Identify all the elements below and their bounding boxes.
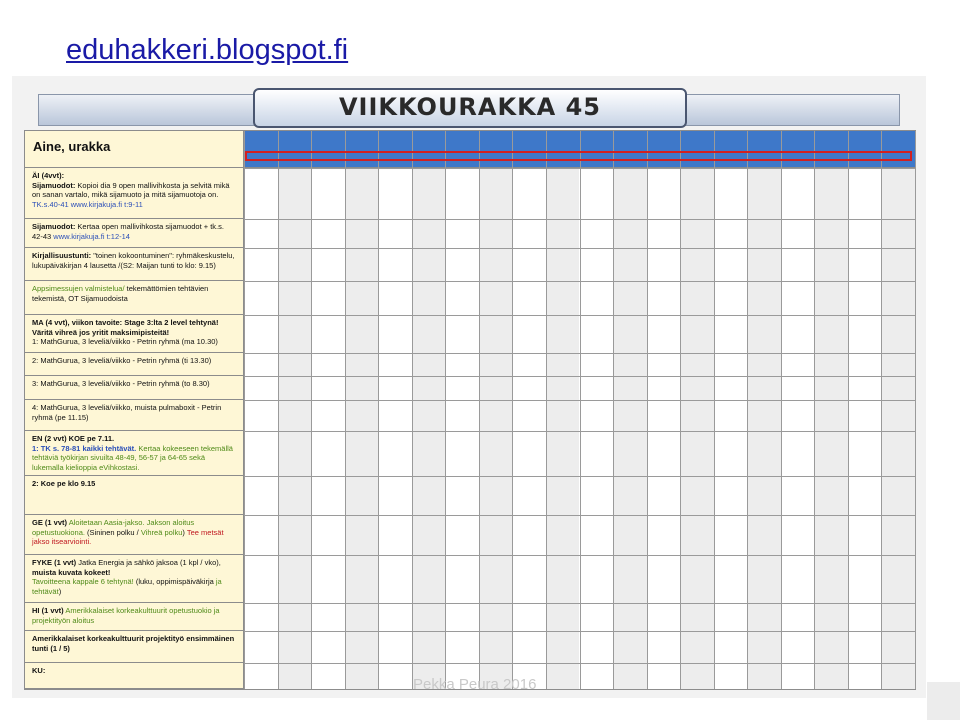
subject-task-row: FYKE (1 vvt) Jatka Energia ja sähkö jaksoa (1 kpl / vko), muista kuvata kokeet! Tavoitteena kappale 6 tehtynä! (luku, oppimispäiväkirja ja tehtävät) bbox=[25, 555, 243, 603]
subject-task-row: Sijamuodot: Kertaa open mallivihkosta sijamuodot + tk.s. 42-43 www.kirjakuja.fi t:12-14 bbox=[25, 219, 243, 248]
row-divider bbox=[244, 400, 915, 401]
column-divider bbox=[680, 131, 681, 689]
shaded-column bbox=[814, 168, 848, 689]
column-divider bbox=[814, 131, 815, 689]
subject-task-row: EN (2 vvt) KOE pe 7.11. 1: TK s. 78-81 kaikki tehtävät. Kertaa kokeeseen tekemällä tehtäviä työkirjan sivuilta 48-49, 56-57 ja 64-65 sekä lukemalla kielioppia eVihkostasi. bbox=[25, 431, 243, 476]
column-divider bbox=[546, 131, 547, 689]
shaded-column bbox=[278, 168, 312, 689]
column-divider bbox=[512, 131, 513, 689]
column-divider bbox=[848, 131, 849, 689]
shaded-column bbox=[747, 168, 781, 689]
subject-task-row: HI (1 vvt) Amerikkalaiset korkeakulttuurit opetustuokio ja projektityön aloitus bbox=[25, 603, 243, 631]
subject-task-row: Amerikkalaiset korkeakulttuurit projektityö ensimmäinen tunti (1 / 5) bbox=[25, 631, 243, 663]
row-divider bbox=[244, 376, 915, 377]
row-divider bbox=[244, 315, 915, 316]
subject-header-cell bbox=[25, 131, 243, 168]
subject-task-row: 3: MathGurua, 3 leveliä/viikko - Petrin ryhmä (to 8.30) bbox=[25, 376, 243, 400]
column-divider bbox=[345, 131, 346, 689]
column-divider bbox=[714, 131, 715, 689]
column-divider bbox=[915, 131, 916, 689]
column-divider bbox=[445, 131, 446, 689]
column-divider bbox=[412, 131, 413, 689]
row-divider bbox=[244, 353, 915, 354]
column-divider bbox=[747, 131, 748, 689]
task-grid bbox=[24, 130, 916, 690]
column-divider bbox=[881, 131, 882, 689]
row-divider bbox=[244, 476, 915, 477]
highlight-box bbox=[245, 151, 912, 161]
shaded-column bbox=[881, 168, 915, 689]
subject-task-row: KU: bbox=[25, 663, 243, 689]
subject-task-row: 4: MathGurua, 3 leveliä/viikko, muista pulmaboxit - Petrin ryhmä (pe 11.15) bbox=[25, 400, 243, 431]
scroll-edge bbox=[927, 682, 960, 720]
subject-task-row: Kirjallisuustunti: "toinen kokoontuminen": ryhmäkeskustelu, lukupäiväkirjan 4 lausetta /(S2: Maijan tunti to klo: 9.15) bbox=[25, 248, 243, 281]
column-divider bbox=[613, 131, 614, 689]
column-divider bbox=[781, 131, 782, 689]
column-divider bbox=[278, 131, 279, 689]
subject-header-title: Aine, urakka bbox=[33, 139, 111, 154]
author-watermark: Pekka Peura 2016 bbox=[413, 676, 537, 693]
shaded-column bbox=[345, 168, 379, 689]
column-divider bbox=[580, 131, 581, 689]
shaded-column bbox=[680, 168, 714, 689]
row-divider bbox=[244, 603, 915, 604]
column-divider bbox=[244, 131, 245, 689]
row-divider bbox=[244, 248, 915, 249]
subject-task-row: 2: MathGurua, 3 leveliä/viikko - Petrin ryhmä (ti 13.30) bbox=[25, 353, 243, 376]
shaded-column bbox=[546, 168, 580, 689]
subject-column bbox=[25, 131, 244, 689]
row-divider bbox=[244, 555, 915, 556]
row-divider bbox=[244, 631, 915, 632]
row-divider bbox=[244, 431, 915, 432]
shaded-column bbox=[479, 168, 513, 689]
subject-task-row: ÄI (4vvt): Sijamuodot: Kopioi dia 9 open mallivihkosta ja selvitä mikä on sanan vartalo, mikä sijamuoto ja mitä sijamuotoja on. TK.s.40-41 www.kirjakuja.fi t:9-11 bbox=[25, 168, 243, 219]
row-divider bbox=[244, 281, 915, 282]
row-divider bbox=[244, 219, 915, 220]
subject-task-row: Appsimessujen valmistelua/ tekemättömien tehtävien tekemistä, OT Sijamuodoista bbox=[25, 281, 243, 315]
column-divider bbox=[378, 131, 379, 689]
subject-task-row: MA (4 vvt), viikon tavoite: Stage 3:lta 2 level tehtynä! Väritä vihreä jos yritit maksimipisteitä! 1: MathGurua, 3 leveliä/viikko - Petrin ryhmä (ma 10.30) bbox=[25, 315, 243, 353]
subject-task-row: GE (1 vvt) Aloitetaan Aasia-jakso. Jakson aloitus opetustuokiona. (Sininen polku / Vihreä polku) Tee metsät jakso itsearviointi. bbox=[25, 515, 243, 555]
shaded-column bbox=[613, 168, 647, 689]
week-title: VIIKKOURAKKA 45 bbox=[253, 88, 687, 128]
blog-link[interactable]: eduhakkeri.blogspot.fi bbox=[66, 34, 349, 66]
subject-task-row: 2: Koe pe klo 9.15 bbox=[25, 476, 243, 515]
column-divider bbox=[311, 131, 312, 689]
row-divider bbox=[244, 168, 915, 169]
row-divider bbox=[244, 515, 915, 516]
row-divider bbox=[244, 663, 915, 664]
column-divider bbox=[647, 131, 648, 689]
column-divider bbox=[479, 131, 480, 689]
shaded-column bbox=[412, 168, 446, 689]
